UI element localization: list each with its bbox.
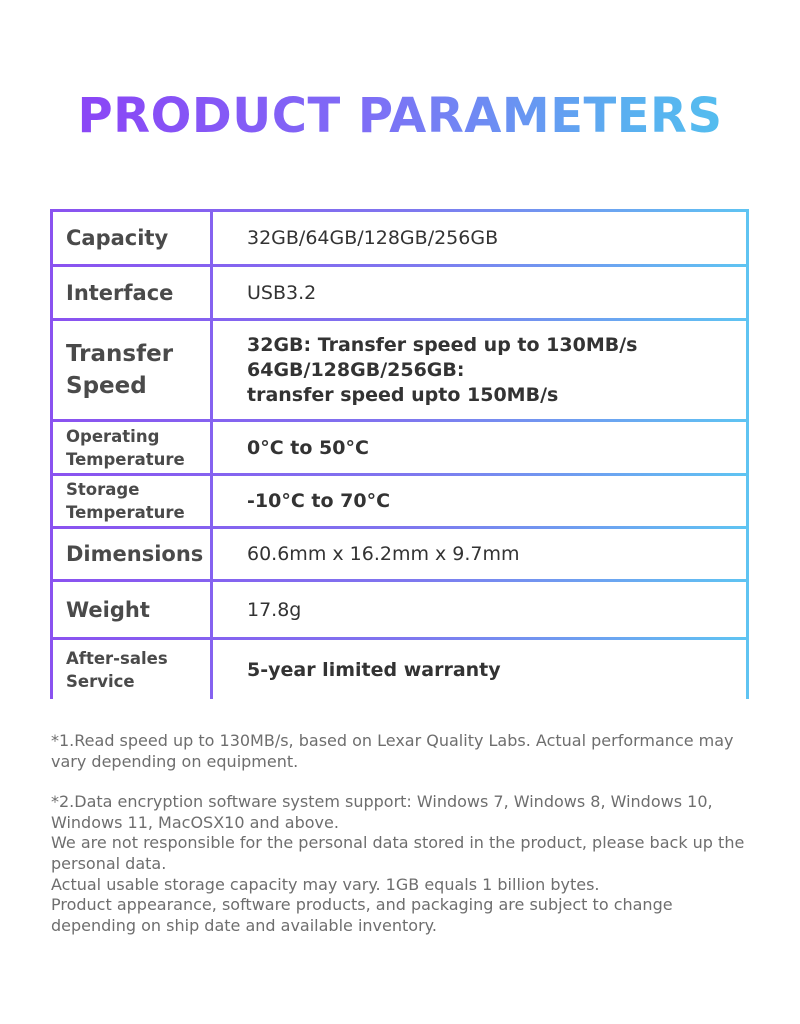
transfer-speed-label-line2: Speed (66, 373, 147, 399)
after-sales-value: 5-year limited warranty (213, 640, 746, 699)
transfer-speed-label-line1: Transfer (66, 341, 174, 367)
transfer-speed-label (53, 321, 210, 419)
interface-value: USB3.2 (213, 267, 746, 318)
operating-temperature-value: 0°C to 50°C (213, 422, 746, 473)
footnote-1: *1.Read speed up to 130MB/s, based on Lexar Quality Labs. Actual performance may vary depending on equipment. (51, 731, 734, 771)
storage-temperature-label-line2: Temperature (66, 503, 185, 522)
transfer-speed-value (213, 321, 746, 419)
after-sales-label-line2: Service (66, 671, 135, 691)
operating-temperature-label-line1: Operating (66, 426, 160, 446)
operating-temperature-label (53, 422, 210, 473)
after-sales-label-line1: After-sales (66, 648, 168, 668)
transfer-speed-value-line2: 64GB/128GB/256GB: (247, 358, 465, 381)
dimensions-label: Dimensions (53, 529, 210, 579)
page-title: PRODUCT PARAMETERS (0, 86, 800, 146)
capacity-label: Capacity (53, 212, 210, 264)
interface-label: Interface (53, 267, 210, 318)
weight-value: 17.8g (213, 582, 746, 637)
transfer-speed-value-line1: 32GB: Transfer speed up to 130MB/s (247, 333, 638, 356)
storage-temperature-label (53, 476, 210, 526)
footnote-capacity: Actual usable storage capacity may vary. 1GB equals 1 billion bytes. (51, 874, 600, 894)
dimensions-value: 60.6mm x 16.2mm x 9.7mm (213, 529, 746, 579)
capacity-value: 32GB/64GB/128GB/256GB (213, 212, 746, 264)
operating-temperature-label-line2: Temperature (66, 449, 185, 469)
storage-temperature-label-line1: Storage (66, 480, 140, 499)
transfer-speed-value-line3: transfer speed upto 150MB/s (247, 383, 559, 406)
storage-temperature-value: -10°C to 70°C (213, 476, 746, 526)
after-sales-label (53, 640, 210, 699)
spec-table (50, 209, 749, 699)
weight-label: Weight (53, 582, 210, 637)
footnote-data-responsibility: We are not responsible for the personal data stored in the product, please back up the personal data. (51, 833, 745, 873)
footnote-appearance: Product appearance, software products, and packaging are subject to change depending on ship date and available inventory. (51, 895, 673, 935)
footnotes (51, 731, 761, 936)
footnote-2: *2.Data encryption software system support: Windows 7, Windows 8, Windows 10, Windows 11, MacOSX10 and above. (51, 792, 713, 832)
